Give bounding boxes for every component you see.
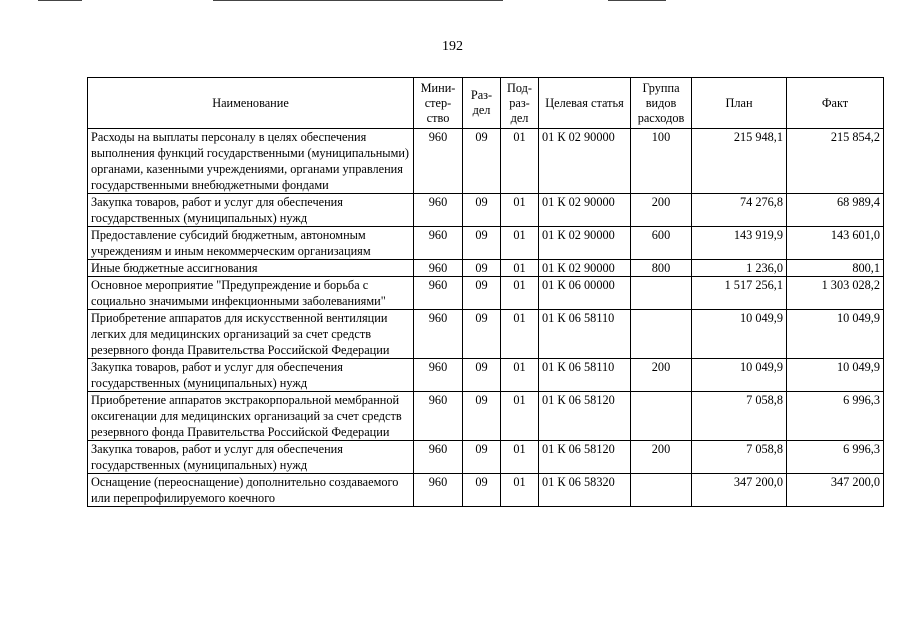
cell-ministry: 960	[414, 277, 463, 310]
cell-section: 09	[463, 474, 501, 507]
cell-ministry: 960	[414, 392, 463, 441]
cell-name: Иные бюджетные ассигнования	[88, 260, 414, 277]
cell-fact: 68 989,4	[787, 194, 884, 227]
cell-name: Расходы на выплаты персоналу в целях обеспечения выполнения функций государственными (муниципальными) органами, казенными учреждениями, органами управления государственными внебюджетными фондами	[88, 129, 414, 194]
cell-group	[631, 474, 692, 507]
budget-table	[87, 77, 884, 507]
cell-ministry: 960	[414, 441, 463, 474]
cell-group: 100	[631, 129, 692, 194]
cell-subsection: 01	[501, 129, 539, 194]
cell-subsection: 01	[501, 359, 539, 392]
top-rule-right	[608, 0, 666, 1]
cell-fact: 10 049,9	[787, 310, 884, 359]
cell-fact: 6 996,3	[787, 441, 884, 474]
top-rule-left	[38, 0, 82, 1]
cell-section: 09	[463, 227, 501, 260]
header-name: Наименование	[88, 78, 414, 129]
cell-group	[631, 392, 692, 441]
cell-section: 09	[463, 310, 501, 359]
cell-subsection: 01	[501, 277, 539, 310]
cell-section: 09	[463, 359, 501, 392]
cell-ministry: 960	[414, 227, 463, 260]
cell-target: 01 К 06 58110	[539, 359, 631, 392]
cell-name: Приобретение аппаратов экстракорпоральной мембранной оксигенации для медицинских организаций за счет средств резервного фонда Правительства Российской Федерации	[88, 392, 414, 441]
cell-ministry: 960	[414, 260, 463, 277]
cell-plan: 10 049,9	[692, 310, 787, 359]
table-row	[88, 441, 884, 474]
cell-name: Приобретение аппаратов для искусственной вентиляции легких для медицинских организаций за счет средств резервного фонда Правительства Российской Федерации	[88, 310, 414, 359]
table-row	[88, 359, 884, 392]
cell-name: Предоставление субсидий бюджетным, автономным учреждениям и иным некоммерческим организациям	[88, 227, 414, 260]
cell-target: 01 К 06 58320	[539, 474, 631, 507]
header-group: Группа видов расходов	[631, 78, 692, 129]
cell-ministry: 960	[414, 194, 463, 227]
cell-name: Оснащение (переоснащение) дополнительно создаваемого или перепрофилируемого коечного	[88, 474, 414, 507]
cell-group	[631, 310, 692, 359]
table-body	[88, 129, 884, 507]
cell-plan: 1 236,0	[692, 260, 787, 277]
cell-plan: 215 948,1	[692, 129, 787, 194]
cell-fact: 347 200,0	[787, 474, 884, 507]
cell-plan: 143 919,9	[692, 227, 787, 260]
page-number: 192	[442, 39, 463, 54]
table-row	[88, 474, 884, 507]
table-header-row	[88, 78, 884, 129]
cell-fact: 143 601,0	[787, 227, 884, 260]
cell-fact: 6 996,3	[787, 392, 884, 441]
header-target: Целевая статья	[539, 78, 631, 129]
cell-target: 01 К 06 00000	[539, 277, 631, 310]
cell-name: Основное мероприятие "Предупреждение и борьба с социально значимыми инфекционными заболеваниями"	[88, 277, 414, 310]
cell-subsection: 01	[501, 260, 539, 277]
cell-target: 01 К 02 90000	[539, 194, 631, 227]
cell-target: 01 К 06 58120	[539, 392, 631, 441]
cell-group: 200	[631, 194, 692, 227]
cell-fact: 800,1	[787, 260, 884, 277]
table-row	[88, 310, 884, 359]
cell-section: 09	[463, 392, 501, 441]
cell-section: 09	[463, 441, 501, 474]
cell-fact: 10 049,9	[787, 359, 884, 392]
cell-ministry: 960	[414, 129, 463, 194]
cell-plan: 7 058,8	[692, 392, 787, 441]
cell-name: Закупка товаров, работ и услуг для обеспечения государственных (муниципальных) нужд	[88, 194, 414, 227]
table-row	[88, 392, 884, 441]
table-row	[88, 277, 884, 310]
cell-group: 800	[631, 260, 692, 277]
cell-ministry: 960	[414, 310, 463, 359]
cell-section: 09	[463, 260, 501, 277]
cell-fact: 215 854,2	[787, 129, 884, 194]
cell-group: 600	[631, 227, 692, 260]
cell-target: 01 К 06 58110	[539, 310, 631, 359]
cell-group: 200	[631, 441, 692, 474]
table-row	[88, 194, 884, 227]
cell-subsection: 01	[501, 441, 539, 474]
header-fact: Факт	[787, 78, 884, 129]
cell-plan: 1 517 256,1	[692, 277, 787, 310]
cell-section: 09	[463, 277, 501, 310]
cell-subsection: 01	[501, 194, 539, 227]
cell-name: Закупка товаров, работ и услуг для обеспечения государственных (муниципальных) нужд	[88, 359, 414, 392]
cell-fact: 1 303 028,2	[787, 277, 884, 310]
header-section: Раз- дел	[463, 78, 501, 129]
cell-section: 09	[463, 194, 501, 227]
cell-subsection: 01	[501, 227, 539, 260]
cell-target: 01 К 02 90000	[539, 260, 631, 277]
cell-subsection: 01	[501, 310, 539, 359]
header-subsection: Под- раз- дел	[501, 78, 539, 129]
table-row	[88, 260, 884, 277]
cell-plan: 74 276,8	[692, 194, 787, 227]
cell-subsection: 01	[501, 392, 539, 441]
top-rule-middle	[213, 0, 503, 1]
table-row	[88, 129, 884, 194]
cell-target: 01 К 06 58120	[539, 441, 631, 474]
cell-section: 09	[463, 129, 501, 194]
cell-plan: 7 058,8	[692, 441, 787, 474]
cell-name: Закупка товаров, работ и услуг для обеспечения государственных (муниципальных) нужд	[88, 441, 414, 474]
cell-target: 01 К 02 90000	[539, 227, 631, 260]
cell-ministry: 960	[414, 359, 463, 392]
table-row	[88, 227, 884, 260]
cell-ministry: 960	[414, 474, 463, 507]
header-plan: План	[692, 78, 787, 129]
cell-group	[631, 277, 692, 310]
cell-target: 01 К 02 90000	[539, 129, 631, 194]
cell-subsection: 01	[501, 474, 539, 507]
cell-plan: 347 200,0	[692, 474, 787, 507]
cell-plan: 10 049,9	[692, 359, 787, 392]
header-ministry: Мини- стер- ство	[414, 78, 463, 129]
cell-group: 200	[631, 359, 692, 392]
